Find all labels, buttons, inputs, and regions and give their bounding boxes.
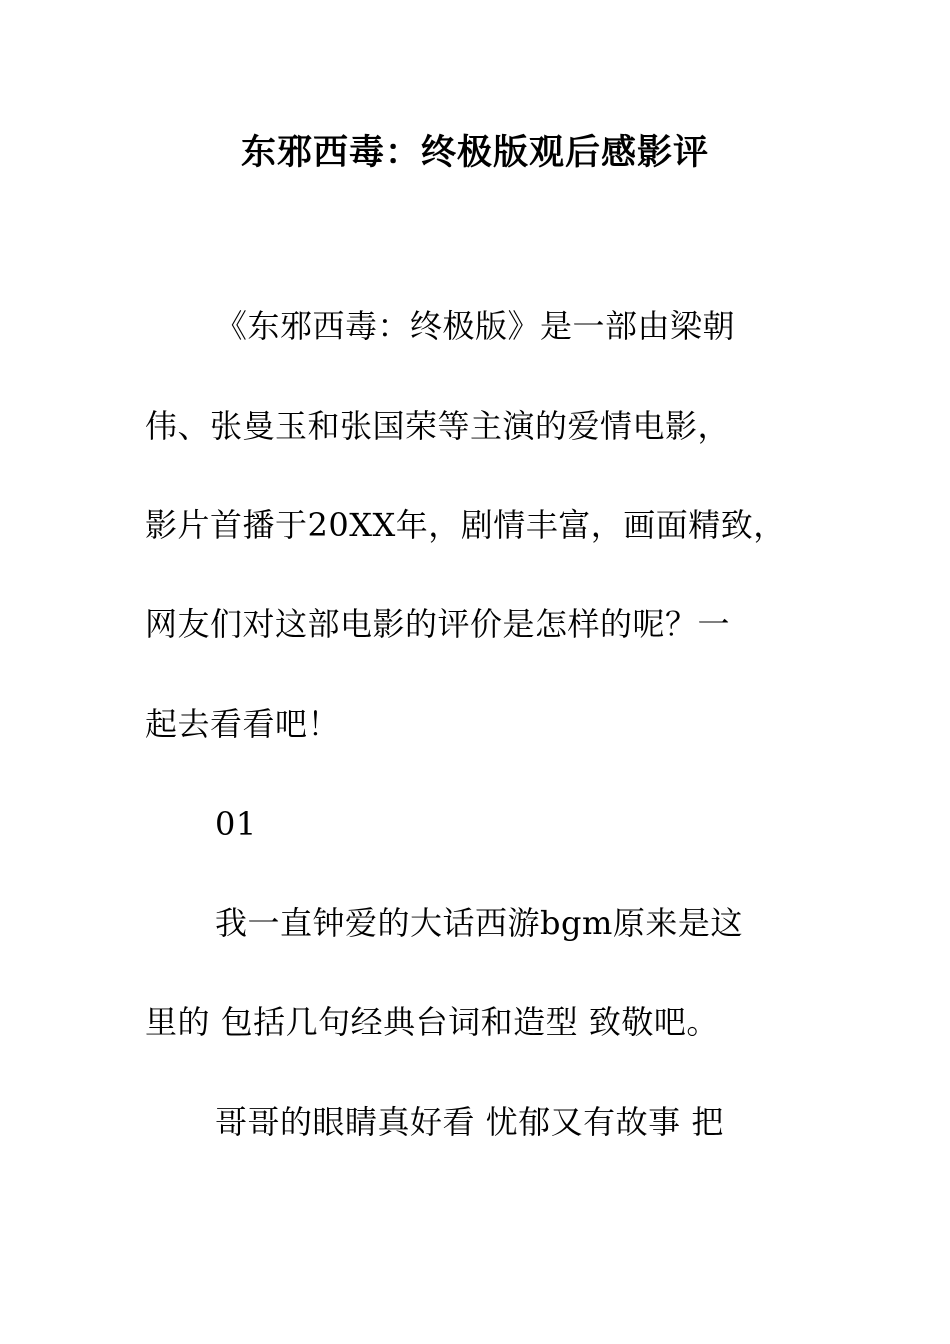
- paragraph-line: 起去看看吧！: [145, 705, 341, 743]
- paragraph-line: 《东邪西毒：终极版》是一部由梁朝: [215, 307, 736, 345]
- section-number: 01: [215, 805, 257, 843]
- paragraph-line: 网友们对这部电影的评价是怎样的呢？一: [145, 605, 731, 643]
- paragraph-line: 哥哥的眼睛真好看 忧郁又有故事 把: [215, 1103, 724, 1141]
- paragraph-line: 我一直钟爱的大话西游bgm原来是这: [215, 904, 743, 942]
- paragraph-line: 影片首播于20XX年，剧情丰富，画面精致，: [145, 506, 786, 544]
- paragraph-line: 伟、张曼玉和张国荣等主演的爱情电影，: [145, 407, 731, 445]
- paragraph-line: 里的 包括几句经典台词和造型 致敬吧。: [145, 1003, 719, 1041]
- page-title: 东邪西毒：终极版观后感影评: [240, 133, 709, 173]
